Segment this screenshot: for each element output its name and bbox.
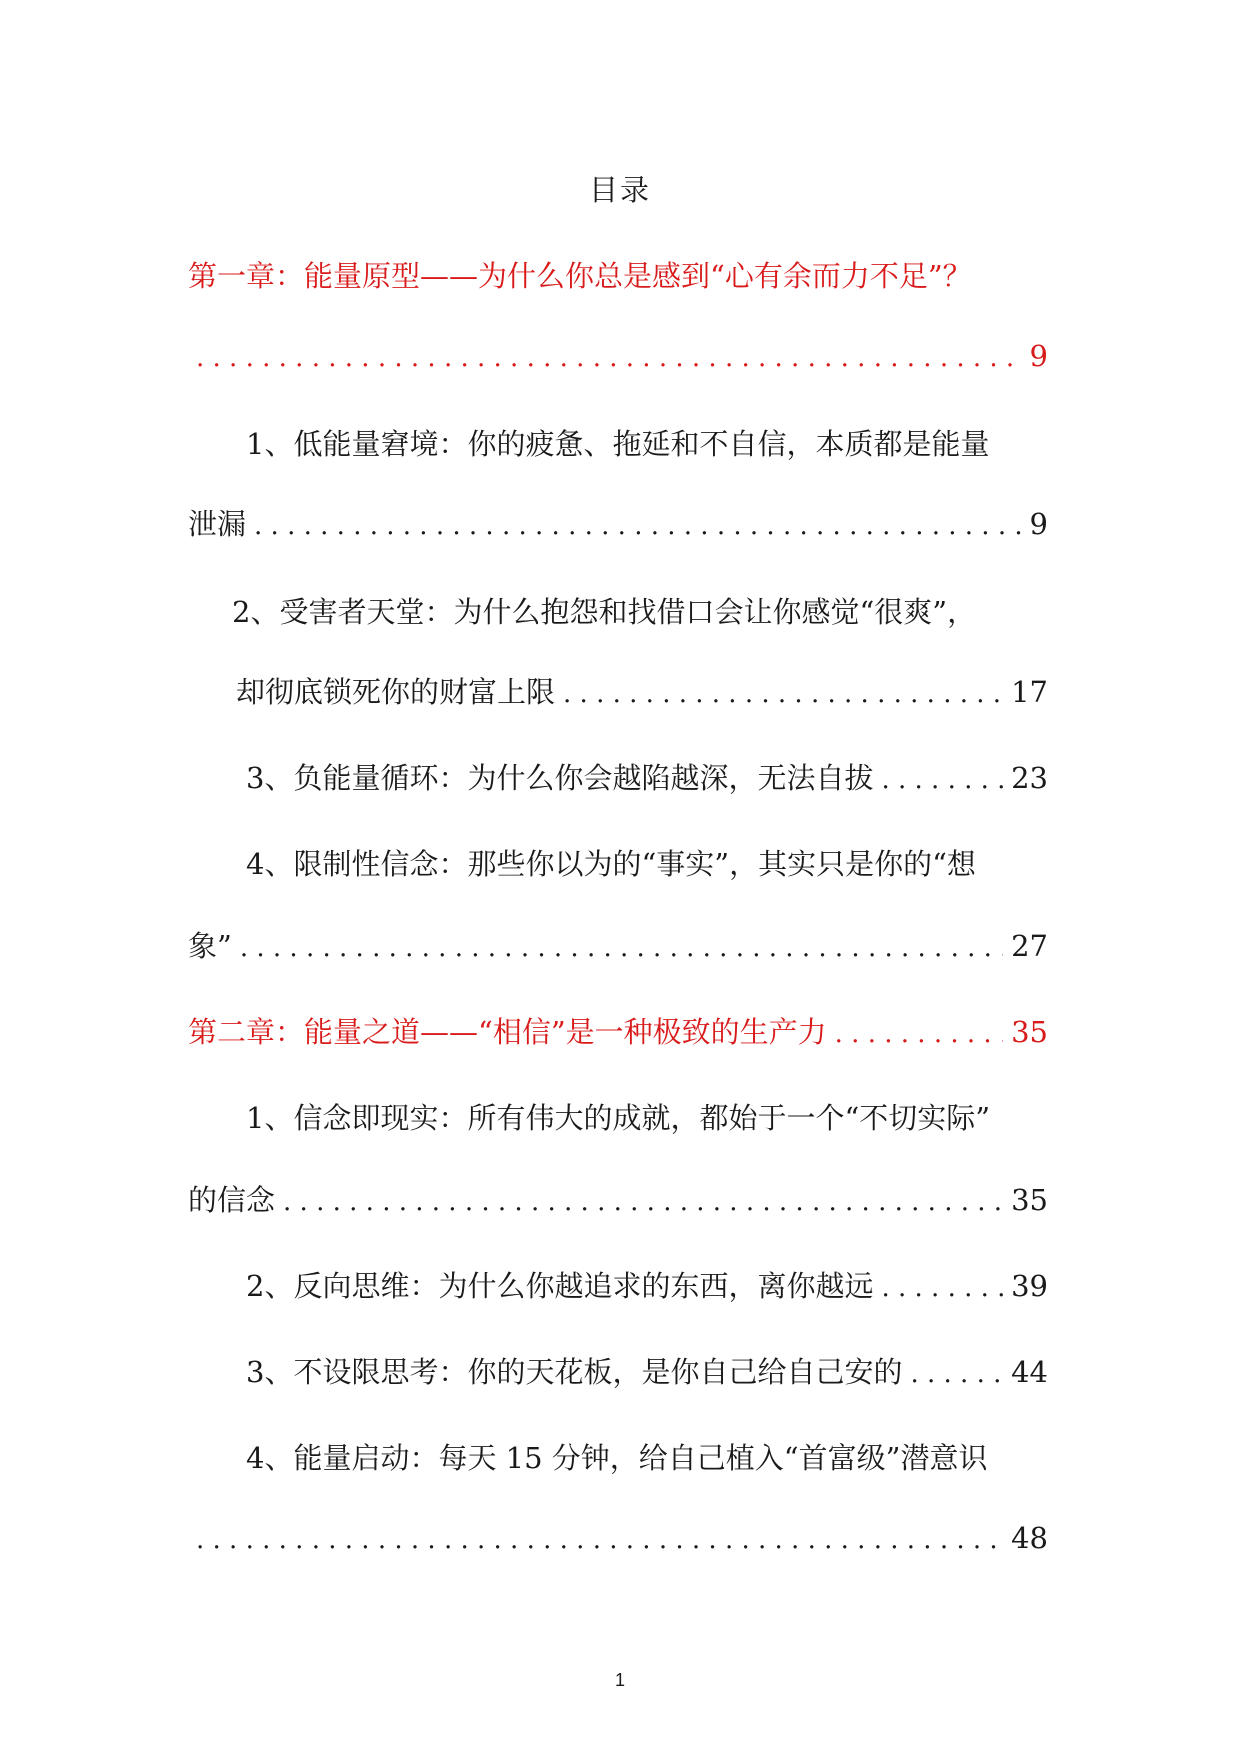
chapter-2-page: 35 — [1011, 1015, 1048, 1049]
toc-item-2-3[interactable] — [246, 1352, 1048, 1394]
dot-leader — [196, 1520, 1003, 1560]
toc-item-2-1-page: 35 — [1011, 1183, 1048, 1217]
toc-item-1-4-cont — [188, 926, 1048, 968]
dot-leader — [196, 338, 1022, 378]
toc-item-1-1-line2: 泄漏 — [188, 507, 247, 541]
chapter-1-page: 9 — [1029, 339, 1048, 373]
toc-item-1-2-page: 17 — [1011, 675, 1048, 709]
dot-leader — [910, 1354, 1003, 1394]
toc-item-2-4-page: 48 — [1011, 1521, 1048, 1555]
dot-leader — [835, 1014, 1003, 1054]
toc-item-1-2-cont — [236, 672, 1048, 714]
toc-item-2-2-text: 2、反向思维：为什么你越追求的东西，离你越远 — [246, 1269, 874, 1303]
toc-item-2-4[interactable]: 4、能量启动：每天 15 分钟，给自己植入“首富级”潜意识 — [246, 1441, 988, 1475]
toc-item-1-4-page: 27 — [1011, 929, 1048, 963]
dot-leader — [254, 506, 1022, 546]
toc-item-2-1[interactable]: 1、信念即现实：所有伟大的成就，都始于一个“不切实际” — [246, 1101, 991, 1135]
chapter-1-heading[interactable]: 第一章：能量原型——为什么你总是感到“心有余而力不足”？ — [188, 259, 972, 293]
dot-leader — [881, 1268, 1003, 1308]
chapter-2-heading-text: 第二章：能量之道——“相信”是一种极致的生产力 — [188, 1015, 827, 1049]
toc-item-1-3-page: 23 — [1011, 761, 1048, 795]
dot-leader — [563, 674, 1003, 714]
page-number: 1 — [614, 1670, 625, 1690]
toc-item-1-4[interactable]: 4、限制性信念：那些你以为的“事实”，其实只是你的“想 — [246, 847, 976, 881]
toc-item-2-1-cont — [188, 1180, 1048, 1222]
toc-item-1-1-cont — [188, 504, 1048, 546]
toc-item-1-3[interactable] — [246, 758, 1048, 800]
toc-item-1-1[interactable]: 1、低能量窘境：你的疲惫、拖延和不自信，本质都是能量 — [246, 427, 990, 461]
dot-leader — [283, 1182, 1003, 1222]
toc-title: 目录 — [588, 173, 651, 207]
chapter-1-leader — [188, 336, 1048, 378]
toc-item-2-4-cont — [188, 1518, 1048, 1560]
chapter-2-heading[interactable] — [188, 1012, 1048, 1054]
toc-item-1-4-line2: 象” — [188, 929, 232, 963]
toc-item-2-1-line2: 的信念 — [188, 1183, 276, 1217]
toc-item-1-2-line2: 却彻底锁死你的财富上限 — [236, 675, 556, 709]
toc-item-2-2[interactable] — [246, 1266, 1048, 1308]
toc-item-1-1-page: 9 — [1029, 507, 1048, 541]
toc-item-2-2-page: 39 — [1011, 1269, 1048, 1303]
dot-leader — [881, 760, 1003, 800]
toc-item-1-3-text: 3、负能量循环：为什么你会越陷越深，无法自拔 — [246, 761, 874, 795]
dot-leader — [240, 928, 1003, 968]
toc-item-2-3-page: 44 — [1011, 1355, 1048, 1389]
toc-item-1-2[interactable]: 2、受害者天堂：为什么抱怨和找借口会让你感觉“很爽”， — [232, 595, 977, 629]
toc-item-2-3-text: 3、不设限思考：你的天花板，是你自己给自己安的 — [246, 1355, 903, 1389]
